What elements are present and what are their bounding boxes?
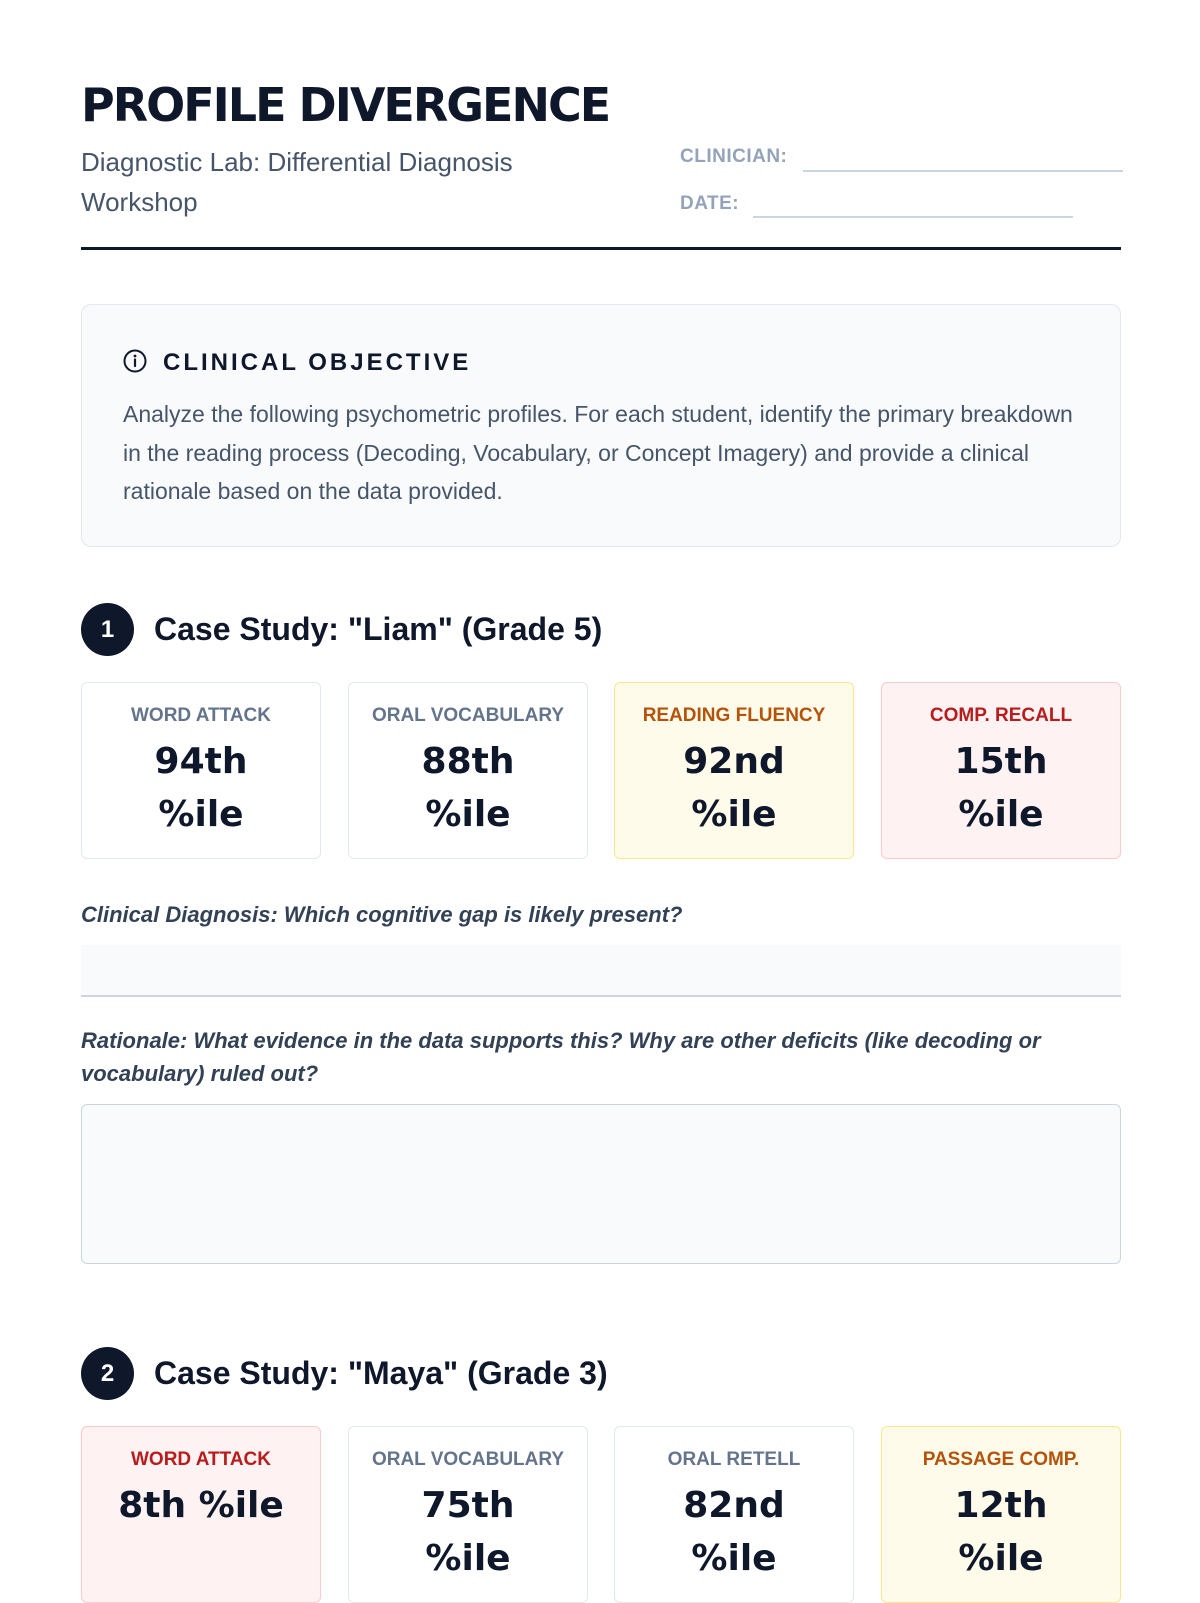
rationale-prompt: Rationale: What evidence in the data supports this? Why are other deficits (like decoding or vocabulary) ruled out? [81, 1028, 1041, 1086]
info-icon [122, 348, 148, 374]
date-field[interactable] [753, 216, 1073, 218]
score-card-oral-retell [614, 1426, 854, 1603]
score-value: 15th %ile [954, 741, 1048, 835]
score-card-reading-fluency [614, 682, 854, 859]
worksheet-header [81, 0, 1121, 250]
score-label: ORAL RETELL [667, 1449, 801, 1470]
score-cards [81, 1426, 1121, 1603]
score-card-oral-vocabulary [348, 682, 588, 859]
rationale-answer-box[interactable] [81, 1104, 1121, 1264]
case-number-badge: 2 [81, 1347, 134, 1400]
diagnosis-prompt: Clinical Diagnosis: Which cognitive gap is likely present? [81, 902, 683, 927]
score-card-word-attack [81, 1426, 321, 1603]
score-value: 92nd %ile [683, 741, 785, 835]
score-value: 8th %ile [118, 1485, 284, 1526]
score-value: 94th %ile [154, 741, 248, 835]
page-subtitle: Diagnostic Lab: Differential Diagnosis Workshop [81, 147, 513, 217]
case-title: Case Study: "Liam" (Grade 5) [154, 611, 603, 647]
diagnosis-answer-field[interactable] [81, 945, 1121, 997]
score-label: WORD ATTACK [130, 1449, 271, 1470]
date-label: DATE: [680, 193, 740, 214]
score-card-passage-comp [881, 1426, 1121, 1603]
score-label: READING FLUENCY [642, 705, 826, 726]
page-title: PROFILE DIVERGENCE [81, 78, 610, 132]
clinician-field[interactable] [803, 170, 1123, 172]
score-value: 12th %ile [954, 1485, 1048, 1579]
score-label: COMP. RECALL [929, 705, 1073, 726]
score-card-comp-recall [881, 682, 1121, 859]
score-value: 82nd %ile [683, 1485, 785, 1579]
score-label: ORAL VOCABULARY [371, 705, 565, 726]
score-label: ORAL VOCABULARY [371, 1449, 565, 1470]
score-value: 75th %ile [421, 1485, 515, 1579]
score-value: 88th %ile [421, 741, 515, 835]
score-cards [81, 682, 1121, 859]
worksheet-content [81, 0, 1121, 1579]
score-label: WORD ATTACK [130, 705, 271, 726]
score-label: PASSAGE COMP. [922, 1449, 1080, 1470]
score-card-oral-vocabulary [348, 1426, 588, 1603]
score-card-word-attack [81, 682, 321, 859]
clinician-label: CLINICIAN: [680, 146, 788, 167]
objective-heading: CLINICAL OBJECTIVE [163, 349, 472, 376]
case-number-badge: 1 [81, 603, 134, 656]
objective-text: Analyze the following psychometric profiles. For each student, identify the primary breakdown in the reading process (Decoding, Vocabulary, or Concept Imagery) and provide a clinical rationale based on the data provided. [123, 401, 1073, 504]
case-title: Case Study: "Maya" (Grade 3) [154, 1355, 608, 1391]
clinical-objective-box [81, 304, 1121, 547]
